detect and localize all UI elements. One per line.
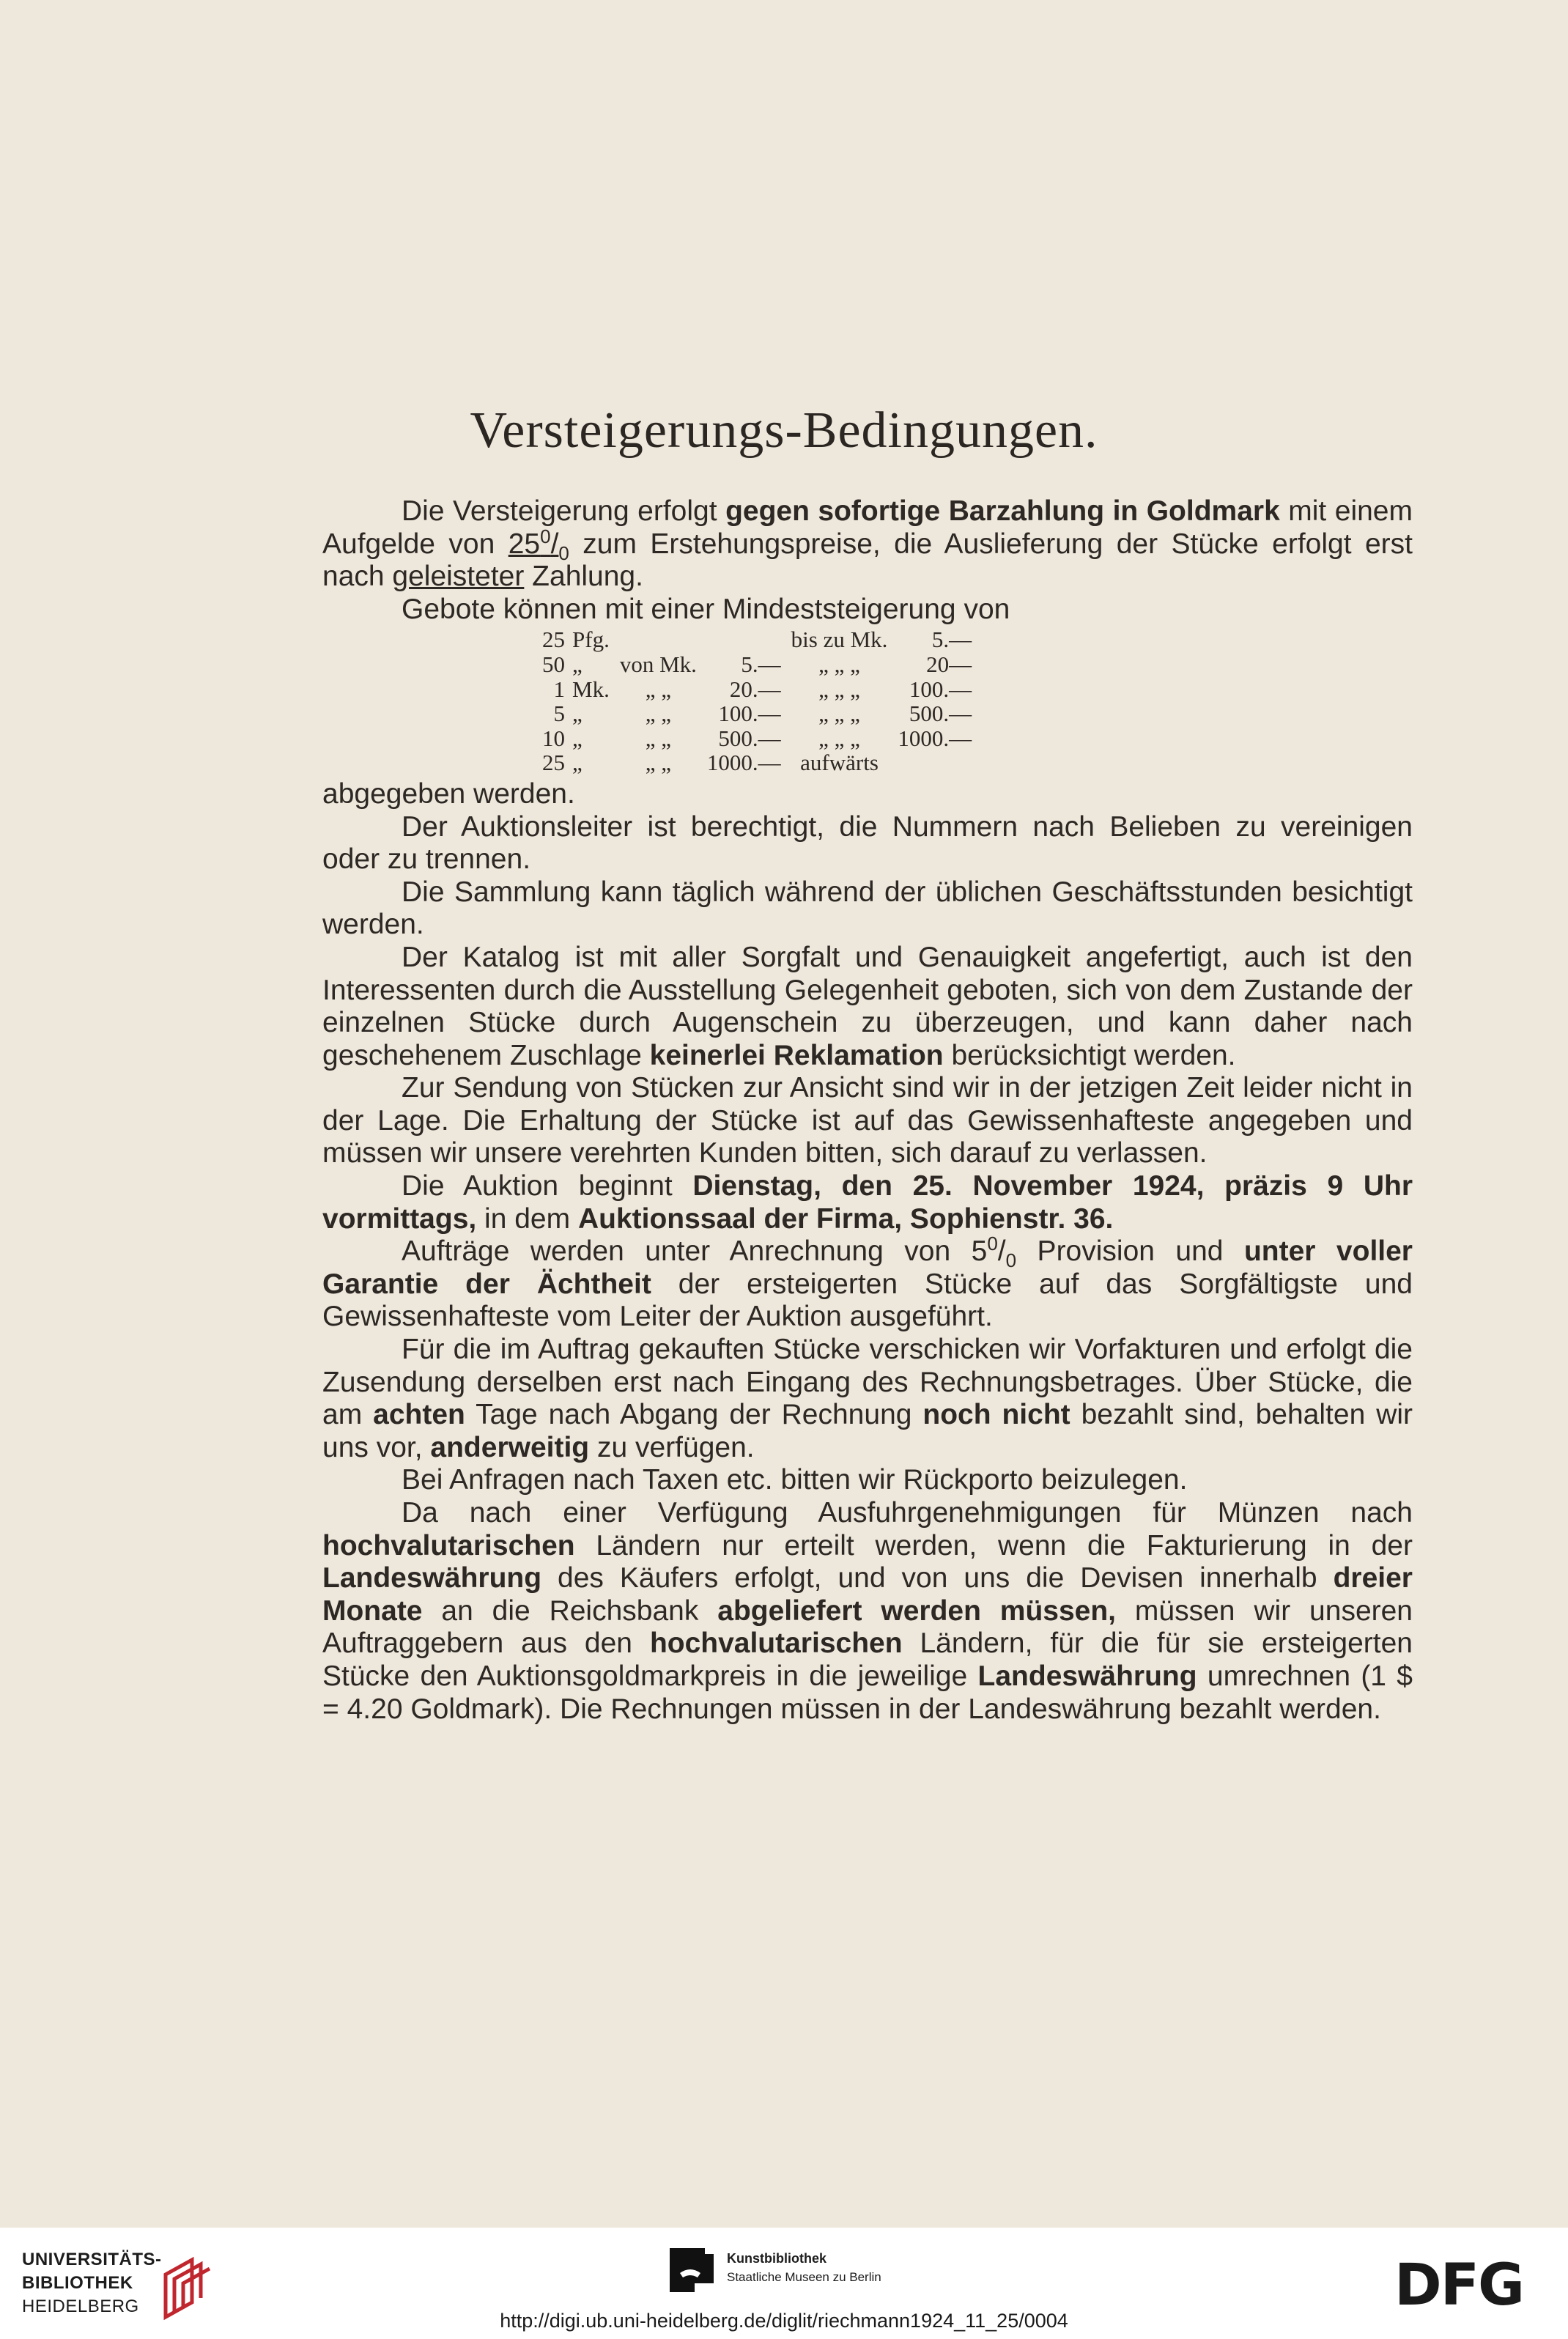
paragraph-auctioneer: Der Auktionsleiter ist berechtigt, die Nummern nach Belieben zu vereinigen oder zu trennen. (322, 810, 1413, 876)
percent-sub: 0 (558, 542, 569, 564)
text: bezahlt sind, behalten wir uns vor, (322, 1399, 1413, 1463)
bid-to-label: „ „ „ (818, 701, 860, 727)
text: an die Reichsbank (422, 1595, 718, 1627)
bid-to-value: 500.— (909, 701, 972, 727)
kunstbibliothek-subtitle: Staatliche Museen zu Berlin (727, 2270, 881, 2284)
bid-from-label: von Mk. (619, 651, 697, 677)
bid-to-label: aufwärts (800, 750, 879, 776)
bid-from-value: 100.— (718, 701, 781, 727)
bid-to-label: bis zu Mk. (791, 627, 888, 653)
text: Für die im Auftrag gekauften Stücke verschicken wir Vorfakturen und erfolgt die Zusendung derselben erst nach Eingang des Rechnungsbetrages. Über Stücke, die am (322, 1334, 1413, 1431)
underlined-text: geleisteter (392, 561, 525, 593)
paragraph-currency (322, 1497, 1413, 1726)
text: umrechnen (1 $ = 4.20 Goldmark). Die Rechnungen müssen in der Landeswährung bezahlt werden. (322, 1660, 1413, 1725)
bid-to-value: 20— (926, 651, 972, 677)
bold-text: achten (373, 1399, 465, 1431)
percent-slash: / (997, 1235, 1006, 1268)
text: Die Auktion beginnt (402, 1170, 693, 1202)
bid-unit: Mk. (572, 676, 610, 702)
bold-text: hochvalutarischen (322, 1529, 575, 1562)
bold-text: anderweitig (430, 1431, 590, 1463)
bid-increment-table (542, 627, 982, 775)
bid-unit: „ (572, 750, 583, 776)
bid-amount: 25 (542, 750, 565, 776)
bold-text: Dienstag, den 25. November 1924, präzis 9 Uhr vormittags, (322, 1170, 1413, 1235)
bid-unit: Pfg. (572, 627, 610, 653)
bid-from-label: „ „ (645, 725, 671, 751)
bid-to-label: „ „ „ (818, 676, 860, 702)
paragraph-viewing: Die Sammlung kann täglich während der üblichen Geschäftsstunden besichtigt werden. (322, 876, 1413, 941)
text: Tage nach Abgang der Rechnung (465, 1399, 923, 1431)
paragraph-auction-date (322, 1170, 1413, 1235)
bold-text: unter voller Garantie der Ächtheit (322, 1235, 1413, 1300)
bid-row (542, 652, 982, 677)
paragraph-payment (322, 495, 1413, 594)
bid-to-label: „ „ „ (818, 725, 860, 751)
paragraph-bids-end: abgegeben werden. (322, 777, 575, 810)
ub-logo-line2: BIBLIOTHEK (22, 2273, 133, 2293)
text: Aufträge werden unter Anrechnung von 5 (402, 1235, 988, 1268)
bid-amount: 25 (542, 627, 565, 653)
bid-from-value (707, 627, 791, 652)
text: zum Erstehungspreise, die Auslieferung der Stücke erfolgt erst nach (322, 528, 1413, 593)
kunstbibliothek-mark-icon (668, 2247, 715, 2294)
bid-to-value (898, 750, 982, 775)
bid-to-label: „ „ „ (818, 651, 860, 677)
bid-row (542, 750, 982, 775)
paragraph-commissions (322, 1235, 1413, 1334)
paragraph-shipping: Zur Sendung von Stücken zur Ansicht sind wir in der jetzigen Zeit leider nicht in der Lage. Die Erhaltung der Stücke ist auf das Gewissenhafteste angegeben und müssen wir unsere verehrten Kunden bitten, sich darauf zu verlassen. (322, 1072, 1413, 1170)
bid-row (542, 701, 982, 726)
text: Zahlung. (524, 561, 643, 593)
bid-unit: „ (572, 701, 583, 727)
bold-text: hochvalutarischen (649, 1627, 903, 1660)
paragraph-estimates: Bei Anfragen nach Taxen etc. bitten wir Rückporto beizulegen. (402, 1464, 1188, 1496)
bid-to-value: 1000.— (898, 725, 972, 751)
text: Die Versteigerung erfolgt (402, 495, 726, 527)
text: zu verfügen. (589, 1431, 755, 1463)
bold-text: Landeswährung (322, 1562, 542, 1595)
bold-text: Auktionssaal der Firma, Sophienstr. 36. (577, 1202, 1114, 1235)
bold-text: keinerlei Reklamation (649, 1039, 944, 1071)
bid-to-value: 100.— (909, 676, 972, 702)
bid-unit: „ (572, 651, 583, 677)
percent-sup: 0 (987, 1233, 998, 1255)
bold-text: gegen sofortige Barzahlung in Goldmark (725, 495, 1280, 527)
percent-slash: / (550, 528, 559, 560)
bold-text: noch nicht (922, 1399, 1070, 1431)
bold-text: dreier Monate (322, 1562, 1413, 1627)
text: der ersteigerten Stücke auf das Sorgfältigste und Gewissenhafteste vom Leiter der Auktion ausgeführt. (322, 1268, 1413, 1333)
dfg-logo[interactable]: DFG (1394, 2253, 1524, 2318)
text: Ländern nur erteilt werden, wenn die Fakturierung in der (574, 1529, 1413, 1562)
bold-text: Landeswährung (977, 1660, 1197, 1692)
text: Da nach einer Verfügung Ausfuhrgenehmigungen für Münzen nach (402, 1497, 1413, 1529)
page-title: Versteigerungs-Bedingungen. (470, 402, 1098, 459)
percent-sub: 0 (1005, 1249, 1017, 1272)
bid-from-value: 20.— (729, 676, 781, 702)
bid-to-value: 5.— (931, 627, 972, 653)
terms-text (322, 495, 1413, 1726)
bid-from-value: 1000.— (706, 750, 781, 776)
premium-percent (508, 525, 569, 564)
percent-sup: 0 (540, 525, 551, 547)
paragraph-bids-intro: Gebote können mit einer Mindeststeigerung von (402, 593, 1010, 625)
text: in dem (476, 1202, 578, 1235)
bid-amount: 5 (553, 701, 565, 727)
text: Ländern, für die für sie ersteigerten Stücke den Auktionsgoldmarkpreis in die jeweilige (322, 1627, 1413, 1692)
ub-logo-line1: UNIVERSITÄTS- (22, 2250, 162, 2269)
permalink-url[interactable]: http://digi.ub.uni-heidelberg.de/diglit/riechmann1924_11_25/0004 (500, 2310, 1068, 2332)
paragraph-catalog (322, 942, 1413, 1072)
bid-row (542, 627, 982, 652)
bid-from-value: 5.— (741, 651, 781, 677)
premium-number: 25 (508, 528, 541, 560)
kunstbibliothek-logo[interactable] (668, 2247, 932, 2305)
bid-from-label (620, 627, 707, 652)
paragraph-invoices (322, 1334, 1413, 1464)
bid-row (542, 677, 982, 702)
bid-amount: 50 (542, 651, 565, 677)
bid-amount: 1 (553, 676, 565, 702)
digitization-footer (0, 2228, 1568, 2339)
bid-row (542, 726, 982, 751)
bid-from-label: „ „ (645, 676, 671, 702)
text: Der Katalog ist mit aller Sorgfalt und Genauigkeit angefertigt, auch ist den Interessenten durch die Ausstellung Gelegenheit geboten, sich von dem Zustande der einzelnen Stücke durch Augenschein zu überzeugen, und kann daher nach geschehenem Zuschlage (322, 941, 1413, 1071)
text: mit einem Aufgelde von (322, 495, 1413, 560)
text: Provision und (1016, 1235, 1244, 1268)
bid-from-label: „ „ (645, 750, 671, 776)
text: des Käufers erfolgt, und von uns die Devisen innerhalb (541, 1562, 1334, 1595)
bid-unit: „ (572, 725, 583, 751)
bold-text: abgeliefert werden müssen, (717, 1595, 1117, 1627)
bid-from-value: 500.— (718, 725, 781, 751)
ub-logo-line3: HEIDELBERG (22, 2296, 139, 2316)
bid-from-label: „ „ (645, 701, 671, 727)
text: berücksichtigt werden. (943, 1039, 1236, 1071)
bid-amount: 10 (542, 725, 565, 751)
text: müssen wir unseren Auftraggebern aus den (322, 1595, 1413, 1660)
kunstbibliothek-name: Kunstbibliothek (727, 2251, 826, 2266)
